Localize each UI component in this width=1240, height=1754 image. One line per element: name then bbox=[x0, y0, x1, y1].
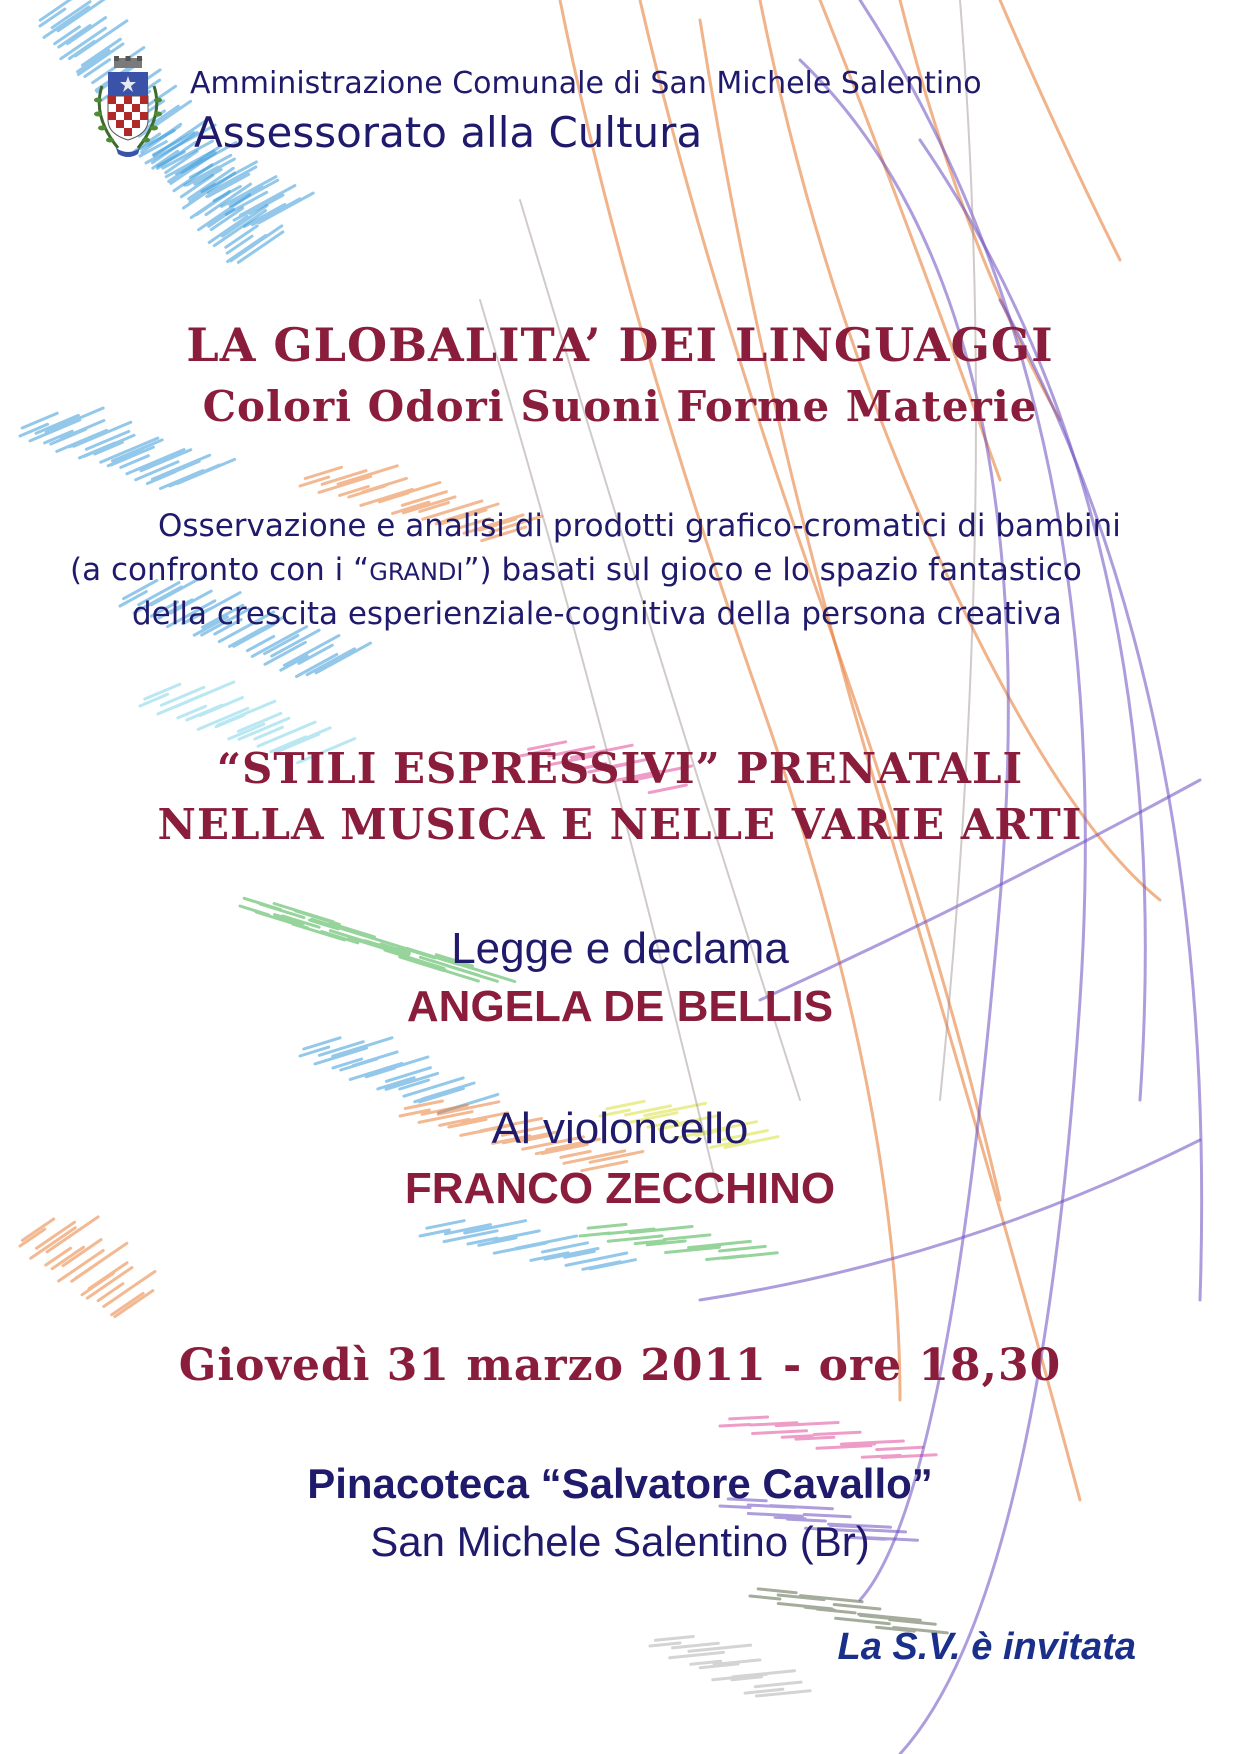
event-datetime: Giovedì 31 marzo 2011 - ore 18,30 bbox=[178, 1340, 1062, 1391]
event-venue: Pinacoteca “Salvatore Cavallo” bbox=[307, 1460, 933, 1507]
performer-name-reader: ANGELA DE BELLIS bbox=[406, 982, 834, 1031]
invitation-note: La S.V. è invitata bbox=[837, 1626, 1136, 1668]
municipal-coat-of-arms-icon bbox=[88, 56, 168, 160]
event-city: San Michele Salentino (Br) bbox=[370, 1518, 870, 1565]
program-title-line-2: NELLA MUSICA E NELLE VARIE ARTI bbox=[157, 800, 1083, 849]
description-line-2 bbox=[70, 552, 1082, 588]
performer-name-cellist: FRANCO ZECCHINO bbox=[404, 1164, 836, 1213]
description-line-2-end: ”) basati sul gioco e lo spazio fantastico bbox=[463, 552, 1082, 588]
description-line-3: della crescita esperienziale-cognitiva della persona creativa bbox=[132, 596, 1062, 632]
administration-label: Amministrazione Comunale di San Michele Salentino bbox=[190, 66, 982, 101]
performer-role-cellist: Al violoncello bbox=[491, 1104, 749, 1153]
description-line-1: Osservazione e analisi di prodotti grafico-cromatici di bambini bbox=[158, 508, 1121, 544]
description-line-2-start: (a confronto con i “ bbox=[70, 552, 370, 588]
performer-role-reader: Legge e declama bbox=[451, 924, 789, 973]
department-label: Assessorato alla Cultura bbox=[194, 108, 703, 157]
event-title: LA GLOBALITA’ DEI LINGUAGGI bbox=[186, 318, 1054, 372]
description-line-2-caps: GRANDI bbox=[369, 558, 464, 586]
event-subtitle-themes: Colori Odori Suoni Forme Materie bbox=[202, 382, 1038, 431]
program-title-line-1: “STILI ESPRESSIVI” PRENATALI bbox=[216, 744, 1024, 793]
